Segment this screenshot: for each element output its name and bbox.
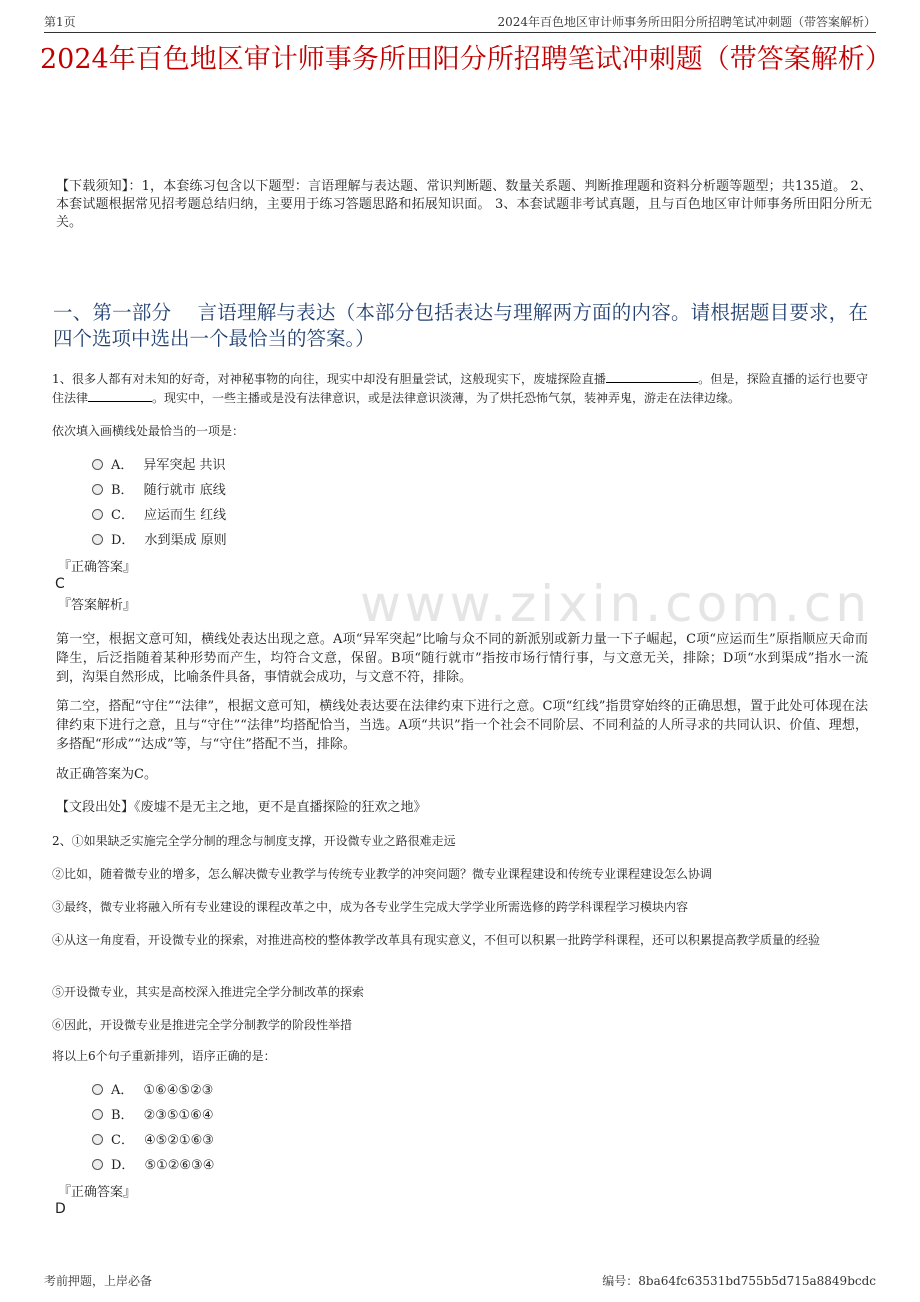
q2-sentence-4: ④从这一角度看，开设微专业的探索，对推进高校的整体教学改革具有现实意义，不但可以积累一批跨学科课程，还可以积累提高教学质量的经验 (52, 933, 821, 947)
q1-blank-2 (88, 389, 152, 402)
section-heading: 一、第一部分 言语理解与表达（本部分包括表达与理解两方面的内容。请根据题目要求，在四个选项中选出一个最恰当的答案。） (53, 301, 868, 350)
q1-analysis-1: 第一空，根据文意可知，横线处表达出现之意。A项“异军突起”比喻与众不同的新派别或新力量一下子崛起，C项“应运而生”原指顺应天命而降生，后泛指随着某种形势而产生，均符合文意，保留。B项“随行就市”指按市场行情行事，与文意无关，排除；D项“水到渠成”指水一流到，沟渠自然形成，比喻条件具备，事情就会成功，与文意不符，排除。 (56, 632, 868, 685)
q1-answer: C (55, 576, 65, 592)
page-number: 第1页 (44, 15, 76, 29)
watermark: www.zixin.com.cn (360, 575, 872, 633)
radio-icon[interactable] (92, 1084, 103, 1095)
radio-icon[interactable] (92, 1159, 103, 1170)
q1-analysis-2: 第二空，搭配“守住”“法律”，根据文意可知，横线处表达要在法律约束下进行之意。C项“红线”指贯穿始终的正确思想，置于此处可体现在法律约束下进行之意，且与“守住”“法律”均搭配恰当，当选。A项“共识”指一个社会不同阶层、不同利益的人所寻求的共同认识、价值、理想，多搭配“形成”“达成”等，与“守住”搭配不当，排除。 (56, 699, 868, 752)
q1-stem (52, 370, 868, 408)
q2-option-c[interactable]: C． ④⑤②①⑥③ (92, 1131, 214, 1151)
q1-option-c[interactable]: C． 应运而生 红线 (92, 506, 226, 526)
q1-source: 【文段出处】《废墟不是无主之地，更不是直播探险的狂欢之地》 (56, 800, 427, 815)
q1-option-a[interactable]: A． 异军突起 共识 (92, 456, 226, 476)
radio-icon[interactable] (92, 534, 103, 545)
radio-icon[interactable] (92, 509, 103, 520)
footer-slogan: 考前押题，上岸必备 (44, 1274, 153, 1288)
q2-option-d[interactable]: D． ⑤①②⑥③④ (92, 1156, 214, 1176)
q1-stem-part-c: 。现实中，一些主播或是没有法律意识，或是法律意识淡薄，为了烘托恐怖气氛，装神弄鬼，游走在法律边缘。 (152, 391, 741, 405)
q1-prompt: 依次填入画横线处最恰当的一项是： (52, 424, 245, 438)
download-notice: 【下载须知】：1，本套练习包含以下题型：言语理解与表达题、常识判断题、数量关系题、判断推理题和资料分析题等题型；共135道。 2、本套试题根据常见招考题总结归纳，主要用于练习答题思路和拓展知识面。 3、本套试题非考试真题，且与百色地区审计师事务所田阳分所无关。 (56, 179, 872, 230)
q2-sentence-3: ③最终，微专业将融入所有专业建设的课程改革之中，成为各专业学生完成大学学业所需选修的跨学科课程学习模块内容 (52, 900, 689, 914)
q1-answer-label: 『正确答案』 (58, 560, 137, 575)
q2-sentence-6: ⑥因此，开设微专业是推进完全学分制教学的阶段性举措 (52, 1018, 353, 1032)
q2-prompt: 将以上6个句子重新排列，语序正确的是： (52, 1049, 276, 1063)
radio-icon[interactable] (92, 484, 103, 495)
header-doc-title: 2024年百色地区审计师事务所田阳分所招聘笔试冲刺题（带答案解析） (497, 15, 876, 29)
page-header (44, 10, 876, 33)
footer-doc-id: 编号：8ba64fc63531bd755b5d715a8849bcdc (602, 1274, 876, 1288)
q1-analysis-label: 『答案解析』 (58, 598, 137, 613)
q1-blank-1 (606, 370, 698, 383)
q1-stem-part-a: 1、很多人都有对未知的好奇，对神秘事物的向往，现实中却没有胆量尝试，这般现实下，废墟探险直播 (52, 372, 607, 386)
q2-sentence-5: ⑤开设微专业，其实是高校深入推进完全学分制改革的探索 (52, 985, 365, 999)
document-title: 2024年百色地区审计师事务所田阳分所招聘笔试冲刺题（带答案解析） (40, 44, 892, 75)
q2-option-b[interactable]: B． ②③⑤①⑥④ (92, 1106, 214, 1126)
q1-stem-part-b: 。但是，探险直播的运行也要守住法律 (52, 372, 868, 405)
radio-icon[interactable] (92, 459, 103, 470)
q2-answer-label: 『正确答案』 (58, 1185, 137, 1200)
q2-sentence-1: 2、①如果缺乏实施完全学分制的理念与制度支撑，开设微专业之路很难走远 (52, 834, 456, 848)
radio-icon[interactable] (92, 1109, 103, 1120)
q2-answer: D (55, 1201, 66, 1217)
q2-option-a[interactable]: A． ①⑥④⑤②③ (92, 1081, 213, 1101)
radio-icon[interactable] (92, 1134, 103, 1145)
q1-option-b[interactable]: B． 随行就市 底线 (92, 481, 226, 501)
q1-option-d[interactable]: D． 水到渠成 原则 (92, 531, 227, 551)
q1-analysis-3: 故正确答案为C。 (56, 767, 157, 782)
q2-sentence-2: ②比如，随着微专业的增多，怎么解决微专业教学与传统专业教学的冲突问题？微专业课程建设和传统专业课程建设怎么协调 (52, 867, 713, 881)
